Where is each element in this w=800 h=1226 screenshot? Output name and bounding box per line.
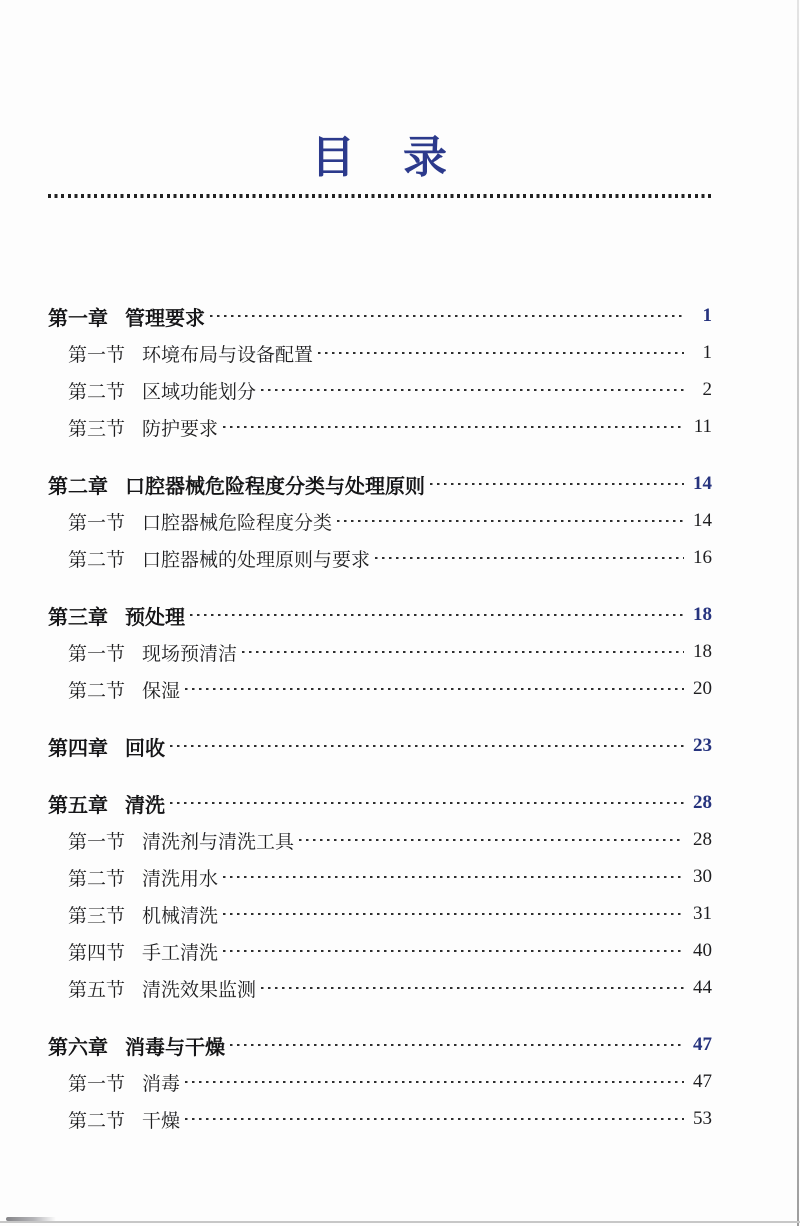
toc-section-row [48, 1064, 712, 1101]
toc-section-row [48, 1101, 712, 1138]
page-number: 47 [693, 1034, 712, 1055]
page-number: 31 [693, 903, 712, 924]
page-number: 28 [693, 792, 712, 813]
scan-smudge-artifact [6, 1217, 56, 1221]
page-number: 40 [693, 940, 712, 961]
page-number: 14 [693, 510, 712, 531]
entry-label: 第二节 [68, 381, 126, 403]
toc-section-row [48, 970, 712, 1007]
entry-label: 第一节 [68, 512, 126, 534]
toc-section-row [48, 634, 712, 671]
page-number: 20 [693, 678, 712, 699]
entry-title: 防护要求 [142, 418, 219, 440]
dot-leader [185, 1118, 684, 1121]
toc-chapter-row [48, 728, 712, 765]
page-content [48, 0, 712, 1138]
page-number: 2 [702, 379, 712, 400]
entry-label: 第一节 [68, 344, 126, 366]
entry-title: 口腔器械危险程度分类与处理原则 [125, 475, 425, 498]
entry-title: 保湿 [142, 680, 181, 702]
dot-leader [261, 987, 684, 990]
entry-label: 第三节 [68, 905, 126, 927]
entry-title: 消毒 [142, 1073, 181, 1095]
page-number: 18 [693, 641, 712, 662]
entry-label: 第二节 [68, 1110, 126, 1132]
entry-title: 现场预清洁 [142, 643, 238, 665]
page-number: 1 [702, 305, 712, 326]
chapter-group [48, 597, 712, 708]
entry-title: 区域功能划分 [142, 381, 257, 403]
dot-leader [318, 352, 684, 355]
toc-chapter-row [48, 466, 712, 503]
dot-leader [299, 839, 684, 842]
entry-label: 第二章 [48, 475, 108, 498]
entry-title: 清洗 [125, 794, 165, 817]
dot-leader [185, 688, 684, 691]
chapter-group [48, 728, 712, 765]
entry-title: 消毒与干燥 [125, 1036, 225, 1059]
toc-section-row [48, 933, 712, 970]
entry-label: 第二节 [68, 680, 126, 702]
page-number: 16 [693, 547, 712, 568]
toc-chapter-row [48, 785, 712, 822]
scan-page-edge-bottom [0, 1221, 800, 1223]
dot-leader [261, 389, 684, 392]
chapter-group [48, 466, 712, 577]
chapter-group [48, 298, 712, 446]
dot-leader [190, 614, 684, 617]
toc-section-row [48, 859, 712, 896]
chapter-group [48, 1027, 712, 1138]
toc-section-row [48, 822, 712, 859]
entry-label: 第六章 [48, 1036, 108, 1059]
entry-label: 第五节 [68, 979, 126, 1001]
dot-leader [210, 315, 684, 318]
toc-section-row [48, 540, 712, 577]
page-number: 18 [693, 604, 712, 625]
dot-leader [170, 802, 684, 805]
toc-section-row [48, 335, 712, 372]
dot-leader [230, 1044, 684, 1047]
page-number: 28 [693, 829, 712, 850]
entry-label: 第四章 [48, 737, 108, 760]
page-number: 44 [693, 977, 712, 998]
entry-title: 管理要求 [125, 307, 205, 330]
toc-section-row [48, 671, 712, 708]
entry-title: 清洗效果监测 [142, 979, 257, 1001]
entry-title: 干燥 [142, 1110, 181, 1132]
dot-leader [375, 557, 684, 560]
dot-leader [242, 651, 684, 654]
entry-label: 第二节 [68, 868, 126, 890]
entry-label: 第一节 [68, 831, 126, 853]
entry-label: 第五章 [48, 794, 108, 817]
page-number: 14 [693, 473, 712, 494]
dot-leader [430, 483, 684, 486]
entry-title: 环境布局与设备配置 [142, 344, 314, 366]
dot-leader [185, 1081, 684, 1084]
entry-title: 预处理 [125, 606, 185, 629]
entry-label: 第三节 [68, 418, 126, 440]
toc-list [48, 298, 712, 1138]
entry-title: 清洗剂与清洗工具 [142, 831, 295, 853]
entry-title: 机械清洗 [142, 905, 219, 927]
dot-leader [223, 950, 684, 953]
entry-label: 第二节 [68, 549, 126, 571]
page-title: 目 录 [311, 133, 449, 182]
entry-title: 回收 [125, 737, 165, 760]
entry-label: 第一节 [68, 1073, 126, 1095]
entry-title: 清洗用水 [142, 868, 219, 890]
entry-title: 手工清洗 [142, 942, 219, 964]
chapter-group [48, 785, 712, 1007]
page-number: 53 [693, 1108, 712, 1129]
toc-section-row [48, 409, 712, 446]
toc-section-row [48, 503, 712, 540]
entry-title: 口腔器械危险程度分类 [142, 512, 333, 534]
toc-section-row [48, 896, 712, 933]
toc-section-row [48, 372, 712, 409]
entry-label: 第一章 [48, 307, 108, 330]
entry-label: 第四节 [68, 942, 126, 964]
dot-leader [170, 745, 684, 748]
page-number: 30 [693, 866, 712, 887]
toc-chapter-row [48, 597, 712, 634]
toc-chapter-row [48, 1027, 712, 1064]
scan-page-edge-right [797, 0, 799, 1226]
dot-leader [223, 426, 684, 429]
dot-leader [337, 520, 684, 523]
dot-leader [223, 876, 684, 879]
entry-label: 第三章 [48, 606, 108, 629]
page-number: 11 [693, 416, 712, 437]
page-number: 23 [693, 735, 712, 756]
page-number: 47 [693, 1071, 712, 1092]
dot-leader [223, 913, 684, 916]
toc-chapter-row [48, 298, 712, 335]
entry-title: 口腔器械的处理原则与要求 [142, 549, 371, 571]
title-separator-dotted-rule [48, 194, 712, 198]
entry-label: 第一节 [68, 643, 126, 665]
page-number: 1 [702, 342, 712, 363]
